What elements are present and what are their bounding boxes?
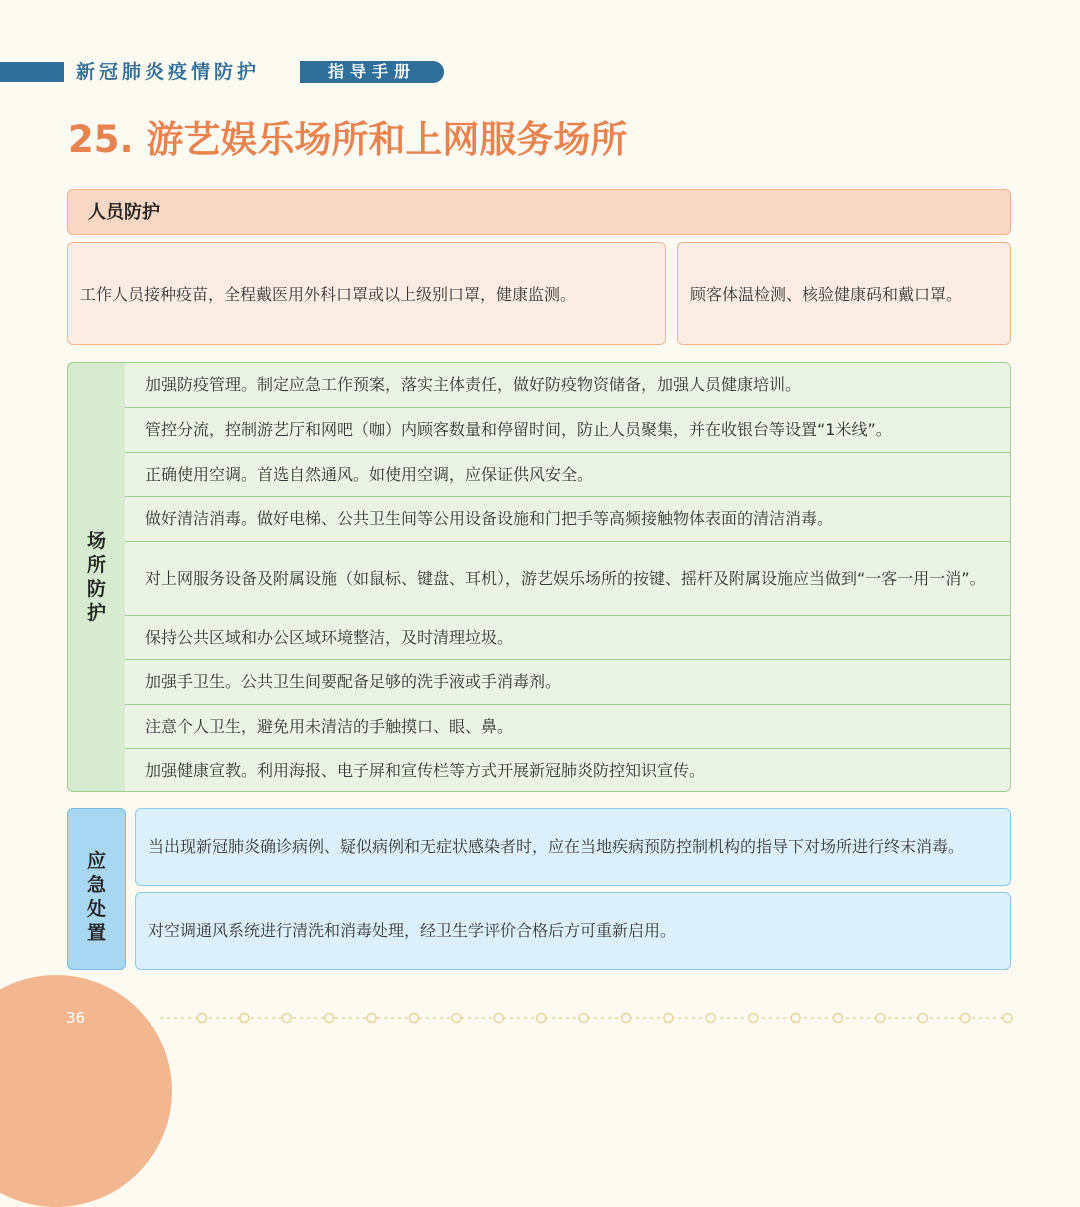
decorative-dot — [282, 1014, 291, 1023]
decorative-dot — [1003, 1014, 1012, 1023]
decorative-dot — [961, 1014, 970, 1023]
venue-item: 保持公共区域和办公区域环境整洁，及时清理垃圾。 — [125, 615, 1010, 659]
venue-label: 场所防护 — [87, 530, 107, 624]
venue-item: 加强健康宣教。利用海报、电子屏和宣传栏等方式开展新冠肺炎防控知识宣传。 — [125, 748, 1010, 792]
decorative-dot-line — [160, 1010, 1020, 1026]
venue-item: 正确使用空调。首选自然通风。如使用空调，应保证供风安全。 — [125, 452, 1010, 496]
venue-item: 管控分流，控制游艺厅和网吧（咖）内顾客数量和停留时间，防止人员聚集，并在收银台等设置“1米线”。 — [125, 407, 1010, 452]
header-brand: 新冠肺炎疫情防护 — [76, 61, 261, 83]
venue-item: 对上网服务设备及附属设施（如鼠标、键盘、耳机），游艺娱乐场所的按键、摇杆及附属设施应当做到“一客一用一消”。 — [125, 541, 1010, 615]
emergency-label: 应急处置 — [87, 850, 107, 944]
decorative-dot — [791, 1014, 800, 1023]
personnel-heading-bar — [67, 189, 1011, 235]
decorative-dot — [664, 1014, 673, 1023]
decorative-dot — [410, 1014, 419, 1023]
page-number: 36 — [66, 1009, 86, 1027]
venue-item: 加强防疫管理。制定应急工作预案，落实主体责任，做好防疫物资储备，加强人员健康培训。 — [125, 363, 1010, 407]
venue-item: 做好清洁消毒。做好电梯、公共卫生间等公用设备设施和门把手等高频接触物体表面的清洁消毒。 — [125, 496, 1010, 541]
decorative-dot — [834, 1014, 843, 1023]
decorative-dot — [537, 1014, 546, 1023]
page-title: 25. 游艺娱乐场所和上网服务场所 — [68, 118, 628, 161]
emergency-item: 对空调通风系统进行清洗和消毒处理，经卫生学评价合格后方可重新启用。 — [135, 892, 1011, 970]
decorative-dot — [579, 1014, 588, 1023]
personnel-customer-box: 顾客体温检测、核验健康码和戴口罩。 — [677, 242, 1011, 345]
personnel-staff-box: 工作人员接种疫苗，全程戴医用外科口罩或以上级别口罩，健康监测。 — [67, 242, 666, 345]
decorative-dot — [325, 1014, 334, 1023]
decorative-circle — [0, 975, 172, 1207]
venue-item: 注意个人卫生，避免用未清洁的手触摸口、眼、鼻。 — [125, 704, 1010, 748]
header-badge: 指导手册 — [300, 61, 444, 83]
decorative-dot — [494, 1014, 503, 1023]
emergency-label-box — [67, 808, 126, 970]
decorative-dot — [918, 1014, 927, 1023]
decorative-dot — [706, 1014, 715, 1023]
emergency-item: 当出现新冠肺炎确诊病例、疑似病例和无症状感染者时，应在当地疾病预防控制机构的指导下对场所进行终末消毒。 — [135, 808, 1011, 886]
venue-item: 加强手卫生。公共卫生间要配备足够的洗手液或手消毒剂。 — [125, 659, 1010, 704]
decorative-dot — [452, 1014, 461, 1023]
decorative-dot — [367, 1014, 376, 1023]
venue-label-box — [67, 362, 126, 792]
decorative-dot — [876, 1014, 885, 1023]
decorative-dot — [198, 1014, 207, 1023]
decorative-dot — [240, 1014, 249, 1023]
personnel-heading: 人员防护 — [88, 202, 160, 223]
header-accent-bar — [0, 62, 64, 82]
decorative-dot — [622, 1014, 631, 1023]
venue-measure-list — [125, 362, 1011, 792]
decorative-dot — [749, 1014, 758, 1023]
